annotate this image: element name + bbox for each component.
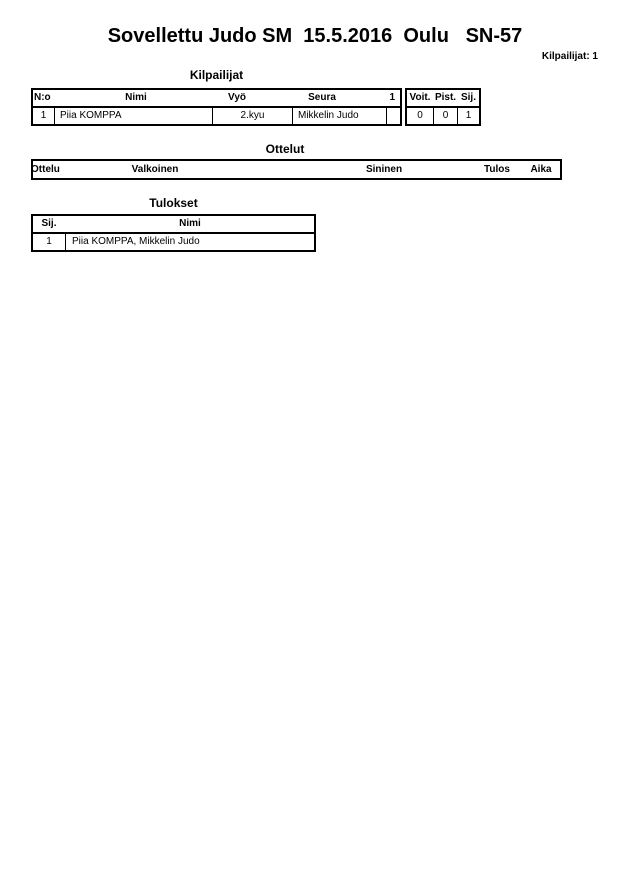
table-row [407, 108, 479, 124]
col-header-nimi: Nimi [125, 92, 147, 103]
tulokset-table [31, 214, 316, 252]
cell-placement: 1 [465, 110, 472, 121]
col-header-no: N:o [34, 92, 51, 103]
cell-competitor-club: Mikkelin Judo [293, 108, 387, 124]
col-header-valkoinen: Valkoinen [131, 164, 179, 175]
cell-result-placement: 1 [33, 234, 66, 250]
cell-competitor-name: Piia KOMPPA [55, 108, 213, 124]
col-header-pist: Pist. [434, 92, 457, 103]
kilpailijat-stats-table [405, 88, 481, 126]
kilpailijat-table-header-row [33, 90, 400, 108]
cell-competitor-belt: 2.kyu [213, 108, 293, 124]
cell-points: 0 [434, 108, 458, 124]
page-title: Sovellettu Judo SM 15.5.2016 Oulu SN-57 [107, 25, 523, 47]
col-header-vyo: Vyö [228, 92, 246, 103]
section-heading-ottelut: Ottelut [265, 142, 305, 156]
col-header-ottelu: Ottelu [31, 164, 60, 175]
col-header-aika: Aika [530, 164, 552, 175]
tulokset-table-header-row [33, 216, 314, 234]
stats-table-header-row [407, 90, 479, 108]
ottelut-table [31, 159, 562, 180]
col-header-seura: Seura [308, 92, 336, 103]
col-header-sij: Sij. [41, 218, 57, 229]
table-row [33, 108, 400, 124]
col-header-sininen: Sininen [365, 164, 403, 175]
col-header-voit: Voit. [409, 92, 431, 103]
table-row [33, 234, 314, 250]
col-header-sij: Sij. [460, 92, 476, 103]
section-heading-kilpailijat: Kilpailijat [189, 68, 244, 82]
kilpailijat-table [31, 88, 402, 126]
col-header-tulos: Tulos [484, 164, 510, 175]
col-header-nimi: Nimi [179, 218, 201, 229]
competitors-count-label: Kilpailijat: 1 [541, 51, 598, 62]
cell-round1 [387, 108, 400, 124]
cell-wins: 0 [407, 108, 434, 124]
section-heading-tulokset: Tulokset [149, 196, 198, 210]
cell-result-name: Piia KOMPPA, Mikkelin Judo [72, 236, 200, 247]
col-header-round1: 1 [389, 92, 395, 103]
cell-competitor-number: 1 [33, 108, 55, 124]
ottelut-table-header-row [33, 161, 560, 178]
